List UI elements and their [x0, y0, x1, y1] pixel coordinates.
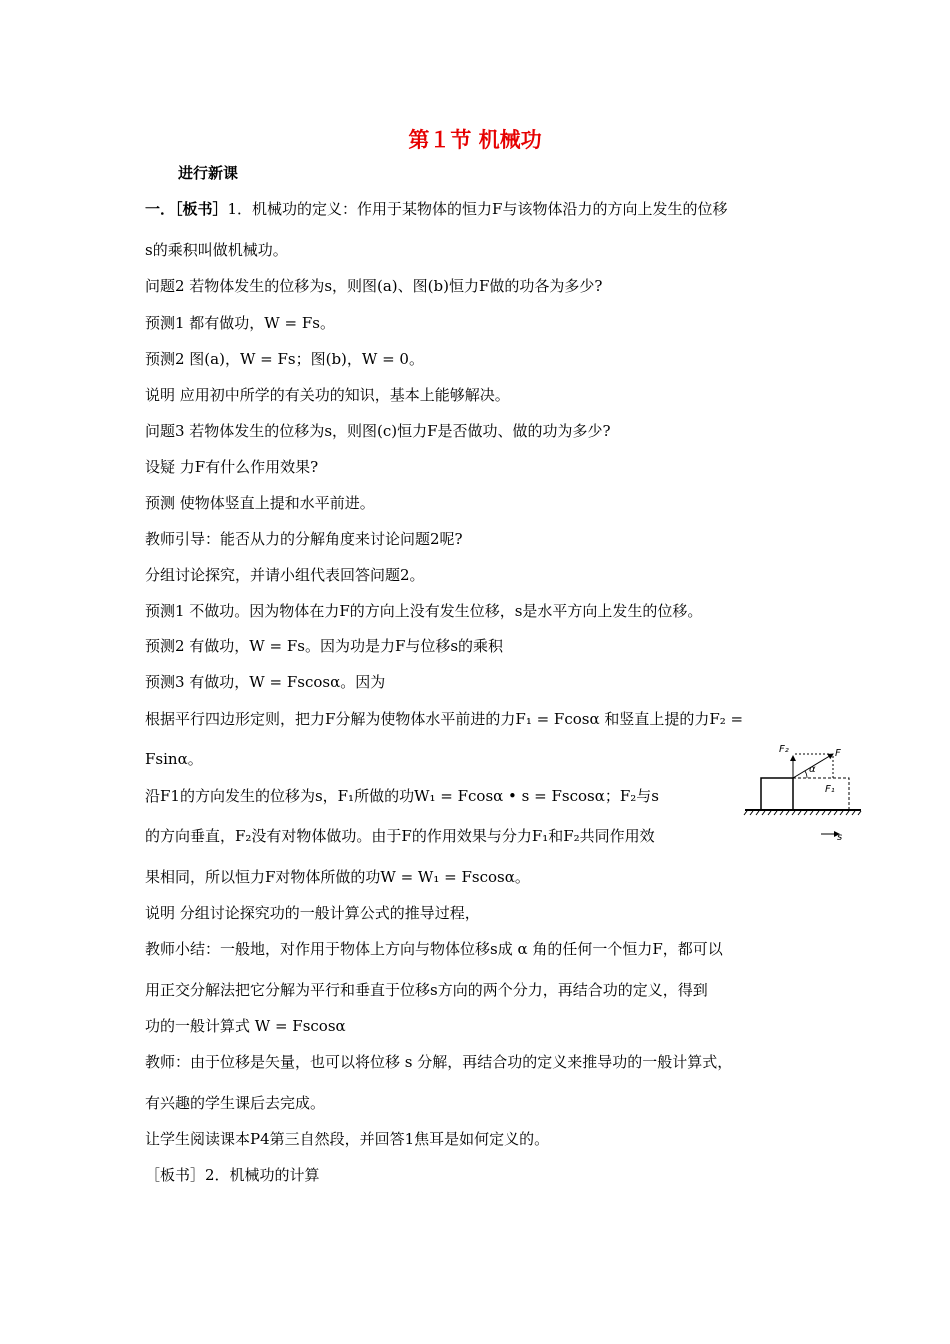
block-end: [793, 778, 849, 810]
text-line: 让学生阅读课本P4第三自然段，并回答1焦耳是如何定义的。: [145, 1130, 550, 1148]
force-decomposition-diagram: [743, 742, 863, 842]
text-line: Fsinα。: [145, 750, 203, 768]
f1-label: F₁: [825, 784, 835, 795]
text-line: 分组讨论探究，并请小组代表回答问题2。: [145, 566, 425, 584]
text-line: 教师小结：一般地，对作用于物体上方向与物体位移s成 α 角的任何一个恒力F，都可以: [145, 940, 723, 958]
alpha-label: α: [809, 764, 816, 775]
text-line: 设疑 力F有什么作用效果?: [145, 458, 319, 476]
text-line: 教师引导：能否从力的分解角度来讨论问题2呢?: [145, 530, 463, 548]
text-line: 说明 分组讨论探究功的一般计算公式的推导过程，: [145, 904, 480, 922]
text-line: 预测2 有做功，W = Fs。因为功是力F与位移s的乘积: [145, 637, 504, 655]
page-title: 第１节 机械功: [408, 128, 542, 152]
text-line: 一．［板书］1．机械功的定义：作用于某物体的恒力F与该物体沿力的方向上发生的位移: [145, 200, 728, 218]
f2-label: F₂: [779, 744, 789, 755]
text-line: 预测2 图(a)，W = Fs；图(b)，W = 0。: [145, 350, 424, 368]
text-line: 的方向垂直，F₂没有对物体做功。由于F的作用效果与分力F₁和F₂共同作用效: [145, 827, 655, 845]
text-line: 根据平行四边形定则，把力F分解为使物体水平前进的力F₁ = Fcosα 和竖直上提的力F₂ =: [145, 710, 744, 728]
text-line: 问题3 若物体发生的位移为s，则图(c)恒力F是否做功、做的功为多少?: [145, 422, 611, 440]
text-line: 预测3 有做功，W = Fscosα。因为: [145, 673, 386, 691]
text-line: 预测 使物体竖直上提和水平前进。: [145, 494, 375, 512]
f-label: F: [835, 748, 841, 759]
text-line: 有兴趣的学生课后去完成。: [145, 1094, 326, 1112]
ground-hatch: [744, 811, 861, 815]
block-start: [761, 778, 793, 810]
text-line: 功的一般计算式 W = Fscosα: [145, 1017, 346, 1035]
text-line: 沿F1的方向发生的位移为s，F₁所做的功W₁ = Fcosα • s = Fscosα；F₂与s: [145, 787, 659, 805]
text-line: 说明 应用初中所学的有关功的知识，基本上能够解决。: [145, 386, 510, 404]
text-line: 预测1 不做功。因为物体在力F的方向上没有发生位移，s是水平方向上发生的位移。: [145, 602, 703, 620]
section-heading: 进行新课: [178, 164, 239, 182]
text-line: s的乘积叫做机械功。: [145, 241, 288, 259]
text-line: 问题2 若物体发生的位移为s，则图(a)、图(b)恒力F做的功各为多少?: [145, 277, 603, 295]
text-line: ［板书］2．机械功的计算: [145, 1166, 320, 1184]
s-label: s: [837, 832, 843, 842]
text-line: 预测1 都有做功，W = Fs。: [145, 314, 335, 332]
text-line: 果相同，所以恒力F对物体所做的功W = W₁ = Fscosα。: [145, 868, 530, 886]
text-line: 用正交分解法把它分解为平行和垂直于位移s方向的两个分力，再结合功的定义，得到: [145, 981, 708, 999]
text-line: 教师：由于位移是矢量，也可以将位移 s 分解，再结合功的定义来推导功的一般计算式，: [145, 1053, 733, 1071]
text-line-body: 1．机械功的定义：作用于某物体的恒力F与该物体沿力的方向上发生的位移: [227, 200, 728, 218]
